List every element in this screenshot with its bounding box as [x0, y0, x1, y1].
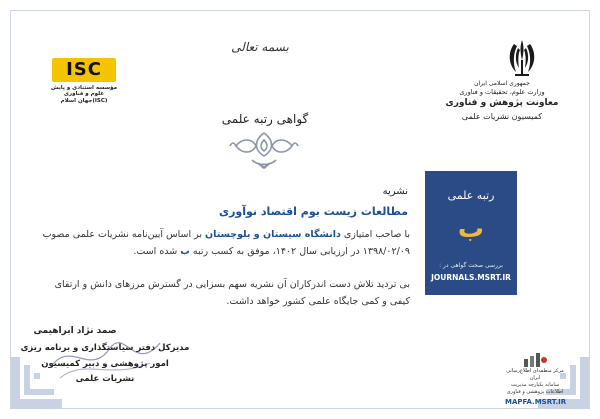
journal-title: مطالعات زیست بوم اقتصاد نوآوری	[218, 205, 408, 218]
body-line-3: بی تردید تلاش دست اندرکاران آن نشریه سهم بسزایی در گسترش مرزهای دانش و ارتقای	[54, 279, 410, 290]
journal-label: نشریه	[382, 186, 408, 197]
certificate-title: گواهی رتبه علمی	[221, 112, 309, 126]
eval-year: ۱۴۰۲	[275, 246, 297, 257]
signer-name: صمد نژاد ابراهیمی	[33, 326, 117, 336]
ornament-icon	[224, 130, 304, 170]
signer-role-1: مدیرکل دفتر سیاستگذاری و برنامه ریزی	[20, 343, 190, 353]
mapfa-logo	[505, 352, 565, 406]
approval-date: ۱۳۹۸/۰۲/۰۹	[362, 246, 410, 257]
publisher-suffix: بر اساس آیین‌نامه‌ نشریات علمی مصوب	[42, 229, 202, 240]
signature-scribble	[40, 318, 170, 388]
mapfa-logo-icon	[523, 352, 547, 366]
signer-role-2: امور پژوهشی و دبیر کمیسیون	[41, 359, 169, 369]
body-line-2	[38, 243, 410, 260]
mapfa-url: MAPFA.MSRT.IR	[505, 398, 567, 406]
grade-inline: ب	[180, 246, 190, 257]
grade-card-value: ب	[457, 214, 485, 244]
body-line-4: کیفی و کمی جایگاه علمی کشور خواهد داشت.	[226, 296, 410, 307]
emblem-line-4: کمیسیون نشریات علمی	[461, 112, 543, 121]
body-line-1	[38, 226, 410, 243]
emblem-line-3: معاونت پژوهش و فناوری	[445, 98, 559, 108]
verify-url: JOURNALS.MSRT.IR	[431, 273, 511, 282]
eval-text: در ارزیابی سال	[299, 246, 360, 257]
isc-logo	[48, 58, 120, 104]
emblem-line-2: وزارت علوم، تحقیقات و فناوری	[459, 88, 545, 96]
mapfa-line-2: سامانه یکپارچه مدیریت اطلاعات پژوهشی و فناوری	[506, 382, 564, 395]
signer-role-3: نشریات علمی	[75, 374, 135, 384]
publisher-prefix: با صاحب امتیازی	[343, 229, 410, 240]
iran-emblem-icon	[504, 38, 540, 78]
grade-card	[425, 171, 517, 295]
grade-card-title: رتبه علمی	[447, 189, 495, 202]
journal-block	[38, 186, 408, 218]
mapfa-line-1: مرکز منطقه‌ای اطلاع‌رسانی ایران	[506, 368, 564, 381]
result-end: شده است.	[133, 246, 178, 257]
result-text: ، موفق به کسب رتبه	[192, 246, 276, 257]
publisher-name: دانشگاه سیستان و بلوچستان	[205, 229, 341, 240]
isc-logo-mark: ISC	[52, 58, 116, 82]
isc-name-line2: جهان اسلام(ISC)	[60, 98, 108, 104]
emblem-line-1: جمهوری اسلامی ایران	[474, 80, 530, 87]
basmala: بسمه تعالی	[231, 40, 289, 54]
isc-name-line1: مؤسسه استنادی و پایش علوم و فناوری	[50, 85, 118, 97]
verify-hint: بررسی صحت گواهی در :	[439, 262, 503, 269]
